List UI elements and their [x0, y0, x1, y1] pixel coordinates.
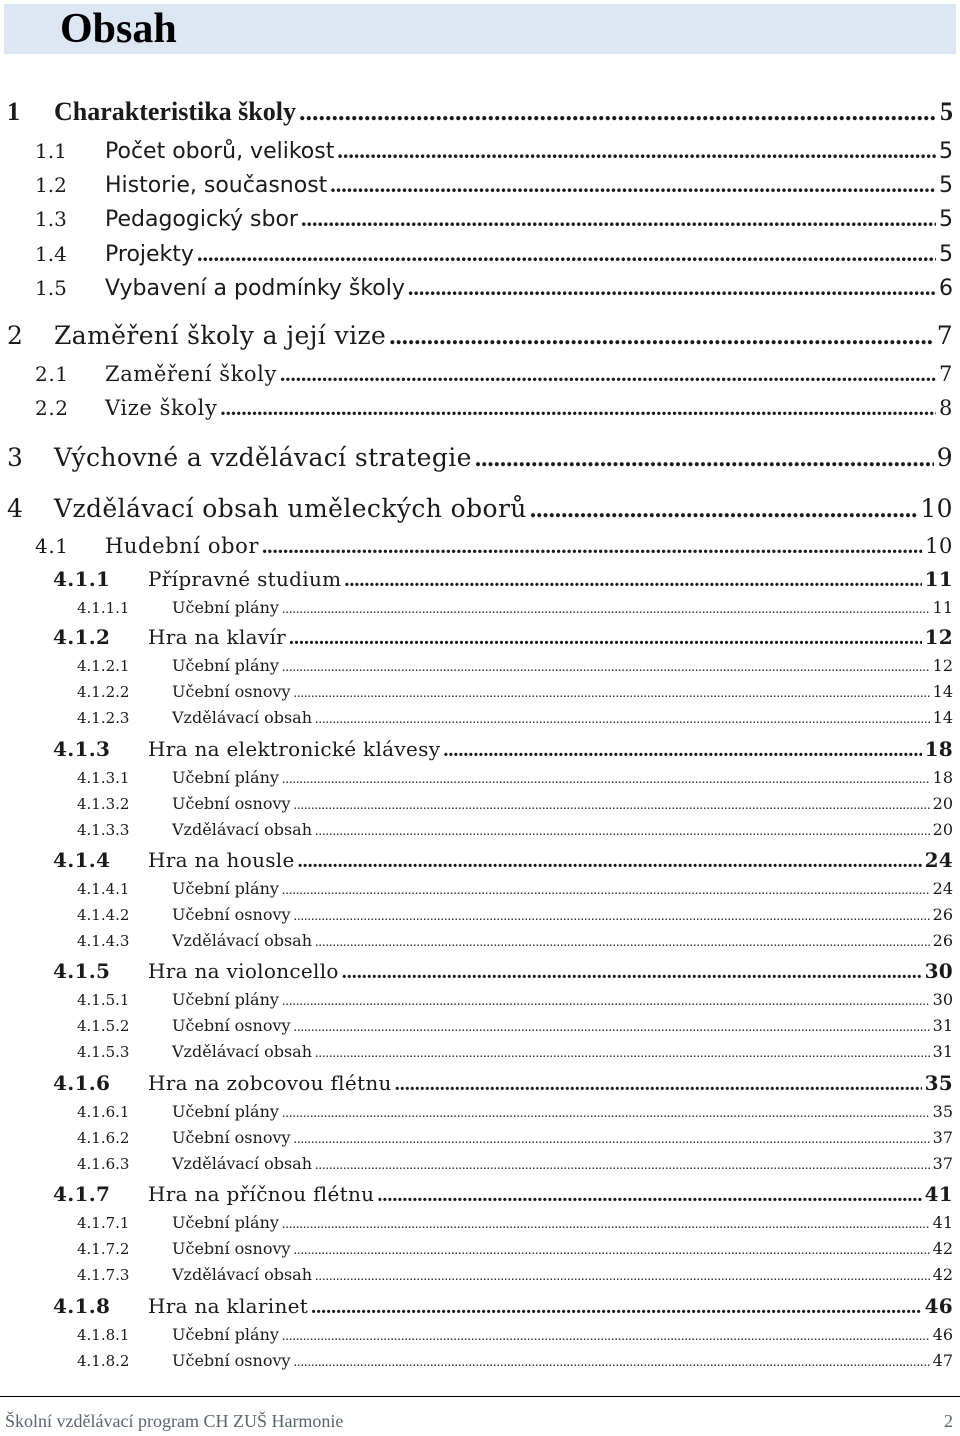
toc-entry[interactable] [35, 396, 953, 421]
toc-title: Učební osnovy [172, 682, 291, 701]
toc-page: 20 [932, 820, 953, 839]
toc-number: 4.1.7.3 [77, 1266, 130, 1284]
toc-entry[interactable] [77, 1154, 953, 1174]
toc-entry[interactable] [77, 598, 953, 618]
toc-number: 3 [7, 443, 24, 472]
toc-entry[interactable] [77, 1102, 953, 1122]
toc-title: Učební plány [172, 1213, 279, 1232]
toc-leader [311, 1296, 921, 1319]
footer-text: Školní vzdělávací program CH ZUŠ Harmonie [5, 1411, 344, 1431]
toc-entry[interactable] [53, 737, 953, 762]
toc-title: Učební plány [172, 768, 279, 787]
toc-number: 2 [7, 321, 24, 350]
toc-number: 4.1.3.2 [77, 795, 130, 813]
toc-leader [294, 1020, 930, 1036]
toc-page: 11 [924, 567, 953, 591]
toc-title: Vzdělávací obsah uměleckých oborů [54, 494, 527, 523]
toc-page: 47 [932, 1351, 953, 1370]
toc-title: Hra na violoncello [148, 959, 339, 983]
toc-leader [282, 994, 930, 1010]
toc-page: 5 [939, 139, 953, 164]
toc-leader [475, 445, 934, 473]
toc-page: 46 [924, 1294, 953, 1318]
toc-leader [282, 1329, 930, 1345]
toc-entry[interactable] [53, 848, 953, 873]
toc-leader [530, 496, 918, 524]
toc-entry[interactable] [53, 1294, 953, 1319]
toc-page: 41 [932, 1213, 953, 1232]
toc-leader [298, 850, 922, 873]
toc-number: 4.1.8 [53, 1294, 111, 1318]
footer-page-number: 2 [944, 1411, 953, 1431]
toc-entry[interactable] [35, 206, 953, 232]
toc-title: Učební osnovy [172, 1239, 291, 1258]
toc-entry[interactable] [35, 138, 953, 164]
toc-title: Hra na housle [148, 848, 295, 872]
toc-title: Hra na příčnou flétnu [148, 1182, 375, 1206]
toc-title: Počet oborů, velikost [105, 139, 335, 164]
page-footer [0, 1396, 960, 1436]
toc-number: 1.1 [35, 139, 67, 163]
toc-entry[interactable] [77, 1265, 953, 1285]
toc-entry[interactable] [77, 879, 953, 899]
toc-number: 1.5 [35, 276, 67, 300]
toc-title: Vzdělávací obsah [172, 1042, 313, 1061]
toc-number: 4.1.4.2 [77, 906, 130, 924]
toc-leader [220, 396, 936, 421]
toc-entry[interactable] [77, 1128, 953, 1148]
toc-title: Projekty [105, 242, 194, 267]
toc-title: Učební osnovy [172, 794, 291, 813]
toc-title: Zaměření školy a její vize [54, 321, 387, 350]
toc-title: Učební plány [172, 1102, 279, 1121]
page-title: Obsah [60, 6, 177, 52]
toc-number: 4.1.7 [53, 1182, 111, 1206]
toc-entry[interactable] [53, 1182, 953, 1207]
toc-entry[interactable] [77, 682, 953, 702]
toc-entry[interactable] [53, 1071, 953, 1096]
toc-title: Pedagogický sbor [105, 207, 298, 232]
toc-title: Učební plány [172, 879, 279, 898]
toc-number: 4.1.3.1 [77, 769, 130, 787]
toc-number: 4.1.5.2 [77, 1017, 130, 1035]
toc-entry[interactable] [35, 534, 953, 559]
toc-entry[interactable] [35, 275, 953, 301]
toc-title: Hra na klarinet [148, 1294, 309, 1318]
toc-page: 7 [939, 362, 953, 386]
toc-page: 37 [932, 1128, 953, 1147]
toc-leader [301, 206, 936, 232]
toc-leader [330, 172, 936, 198]
toc-entry[interactable] [77, 1213, 953, 1233]
toc-title: Vzdělávací obsah [172, 1265, 313, 1284]
toc-entry[interactable] [77, 656, 953, 676]
toc-leader [315, 712, 930, 728]
toc-number: 1.4 [35, 242, 67, 266]
toc-page: 18 [924, 737, 953, 761]
toc-page: 5 [940, 97, 953, 126]
toc-page: 12 [932, 656, 953, 675]
toc-leader [294, 686, 930, 702]
toc-leader [197, 241, 936, 267]
toc-leader [315, 1046, 930, 1062]
toc-leader [377, 1184, 921, 1207]
toc-number: 4.1.4.3 [77, 932, 130, 950]
toc-number: 4.1.6.1 [77, 1103, 130, 1121]
toc-number: 4.1.8.2 [77, 1352, 130, 1370]
toc-leader [315, 935, 930, 951]
toc-page: 20 [932, 794, 953, 813]
toc-entry[interactable] [7, 443, 953, 473]
toc-number: 4.1.4 [53, 848, 111, 872]
toc-title: Vzdělávací obsah [172, 820, 313, 839]
toc-leader [262, 534, 922, 559]
toc-page: 10 [925, 534, 953, 558]
toc-page: 11 [932, 598, 953, 617]
toc-page: 35 [932, 1102, 953, 1121]
toc-entry[interactable] [77, 931, 953, 951]
toc-title: Historie, současnost [105, 173, 328, 198]
toc-leader [299, 97, 937, 127]
toc-entry[interactable] [7, 97, 953, 127]
toc-page: 5 [939, 173, 953, 198]
toc-entry[interactable] [77, 768, 953, 788]
toc-entry[interactable] [53, 567, 953, 592]
toc-page: 5 [939, 242, 953, 267]
toc-page: 37 [932, 1154, 953, 1173]
toc-number: 1.3 [35, 207, 67, 231]
toc-page: 14 [932, 708, 953, 727]
toc-page: 30 [932, 990, 953, 1009]
toc-number: 4.1.2 [53, 625, 111, 649]
toc-entry[interactable] [7, 321, 953, 351]
toc-leader [294, 1243, 930, 1259]
toc-title: Přípravné studium [148, 567, 342, 591]
toc-entry[interactable] [77, 708, 953, 728]
toc-page: 46 [932, 1325, 953, 1344]
toc-number: 4.1.6 [53, 1071, 111, 1095]
toc-entry[interactable] [35, 241, 953, 267]
toc-leader [282, 1106, 930, 1122]
toc-leader [315, 1158, 930, 1174]
toc-title: Učební plány [172, 990, 279, 1009]
toc-entry[interactable] [77, 1351, 953, 1371]
toc-title: Vzdělávací obsah [172, 1154, 313, 1173]
toc-leader [315, 1269, 930, 1285]
toc-leader [282, 772, 930, 788]
toc-page: 31 [932, 1016, 953, 1035]
toc-number: 4.1.1.1 [77, 599, 130, 617]
toc-entry[interactable] [53, 625, 953, 650]
toc-title: Hra na zobcovou flétnu [148, 1071, 392, 1095]
toc-entry[interactable] [77, 905, 953, 925]
toc-title: Výchovné a vzdělávací strategie [54, 443, 472, 472]
toc-number: 4.1.7.2 [77, 1240, 130, 1258]
toc-page: 24 [924, 848, 953, 872]
toc-number: 4.1.2.1 [77, 657, 130, 675]
toc-number: 4.1.5.3 [77, 1043, 130, 1061]
toc-title: Učební osnovy [172, 1016, 291, 1035]
toc-number: 2.1 [35, 362, 69, 386]
toc-leader [443, 739, 921, 762]
toc-number: 4.1.2.2 [77, 683, 130, 701]
toc-title: Hra na elektronické klávesy [148, 737, 441, 761]
toc-page: 30 [924, 959, 953, 983]
toc-entry[interactable] [77, 1016, 953, 1036]
toc-entry[interactable] [53, 959, 953, 984]
toc-number: 1 [7, 97, 20, 126]
toc-page: 9 [936, 443, 953, 472]
toc-number: 4 [7, 494, 24, 523]
toc-title: Hra na klavír [148, 625, 287, 649]
toc-entry[interactable] [77, 990, 953, 1010]
toc-leader [294, 1355, 930, 1371]
toc-number: 4.1.5 [53, 959, 111, 983]
toc-entry[interactable] [77, 1042, 953, 1062]
toc-leader [389, 323, 933, 351]
toc-page: 10 [920, 494, 953, 523]
toc-number: 4.1.4.1 [77, 880, 130, 898]
toc-leader [282, 660, 930, 676]
toc-page: 26 [932, 931, 953, 950]
toc-leader [408, 275, 936, 301]
toc-page: 31 [932, 1042, 953, 1061]
toc-leader [289, 627, 922, 650]
toc-page: 41 [924, 1182, 953, 1206]
toc-number: 4.1.3.3 [77, 821, 130, 839]
toc-number: 1.2 [35, 173, 67, 197]
toc-number: 4.1 [35, 534, 69, 558]
toc-leader [282, 883, 930, 899]
toc-page: 18 [932, 768, 953, 787]
toc-page: 26 [932, 905, 953, 924]
toc-number: 4.1.5.1 [77, 991, 130, 1009]
toc-title: Učební osnovy [172, 1128, 291, 1147]
toc-title: Učební osnovy [172, 1351, 291, 1370]
toc-leader [280, 362, 936, 387]
toc-page: 14 [932, 682, 953, 701]
toc-entry[interactable] [77, 1239, 953, 1259]
toc-number: 4.1.6.3 [77, 1155, 130, 1173]
toc-number: 2.2 [35, 396, 69, 420]
toc-page: 42 [932, 1239, 953, 1258]
toc-page: 5 [939, 207, 953, 232]
toc-leader [344, 569, 921, 592]
toc-number: 4.1.7.1 [77, 1214, 130, 1232]
toc-leader [294, 909, 930, 925]
toc-title: Vzdělávací obsah [172, 708, 313, 727]
toc-title: Učební plány [172, 656, 279, 675]
toc-title: Vize školy [105, 396, 218, 420]
toc-title: Charakteristika školy [54, 97, 296, 126]
toc-page: 42 [932, 1265, 953, 1284]
toc-number: 4.1.2.3 [77, 709, 130, 727]
toc-entry[interactable] [35, 172, 953, 198]
toc-leader [337, 138, 936, 164]
toc-leader [395, 1073, 922, 1096]
toc-number: 4.1.1 [53, 567, 111, 591]
toc-leader [294, 798, 930, 814]
toc-number: 4.1.3 [53, 737, 111, 761]
toc-page: 6 [939, 276, 953, 301]
toc-number: 4.1.6.2 [77, 1129, 130, 1147]
toc-title: Učební plány [172, 598, 279, 617]
toc-number: 4.1.8.1 [77, 1326, 130, 1344]
toc-leader [294, 1132, 930, 1148]
toc-title: Učební plány [172, 1325, 279, 1344]
toc-page: 12 [924, 625, 953, 649]
toc-leader [282, 602, 930, 618]
toc-title: Učební osnovy [172, 905, 291, 924]
toc-page: 24 [932, 879, 953, 898]
toc-entry[interactable] [77, 794, 953, 814]
toc-leader [282, 1217, 930, 1233]
toc-title: Hudební obor [105, 534, 260, 558]
toc-title: Vzdělávací obsah [172, 931, 313, 950]
toc-entry[interactable] [7, 494, 953, 524]
toc-entry[interactable] [77, 820, 953, 840]
toc-page: 35 [924, 1071, 953, 1095]
toc-page: 7 [936, 321, 953, 350]
toc-leader [342, 961, 922, 984]
toc-title: Vybavení a podmínky školy [105, 276, 405, 301]
toc-entry[interactable] [77, 1325, 953, 1345]
toc-leader [315, 824, 930, 840]
toc-page: 8 [939, 396, 953, 420]
toc-title: Zaměření školy [105, 362, 277, 386]
toc-entry[interactable] [35, 362, 953, 387]
